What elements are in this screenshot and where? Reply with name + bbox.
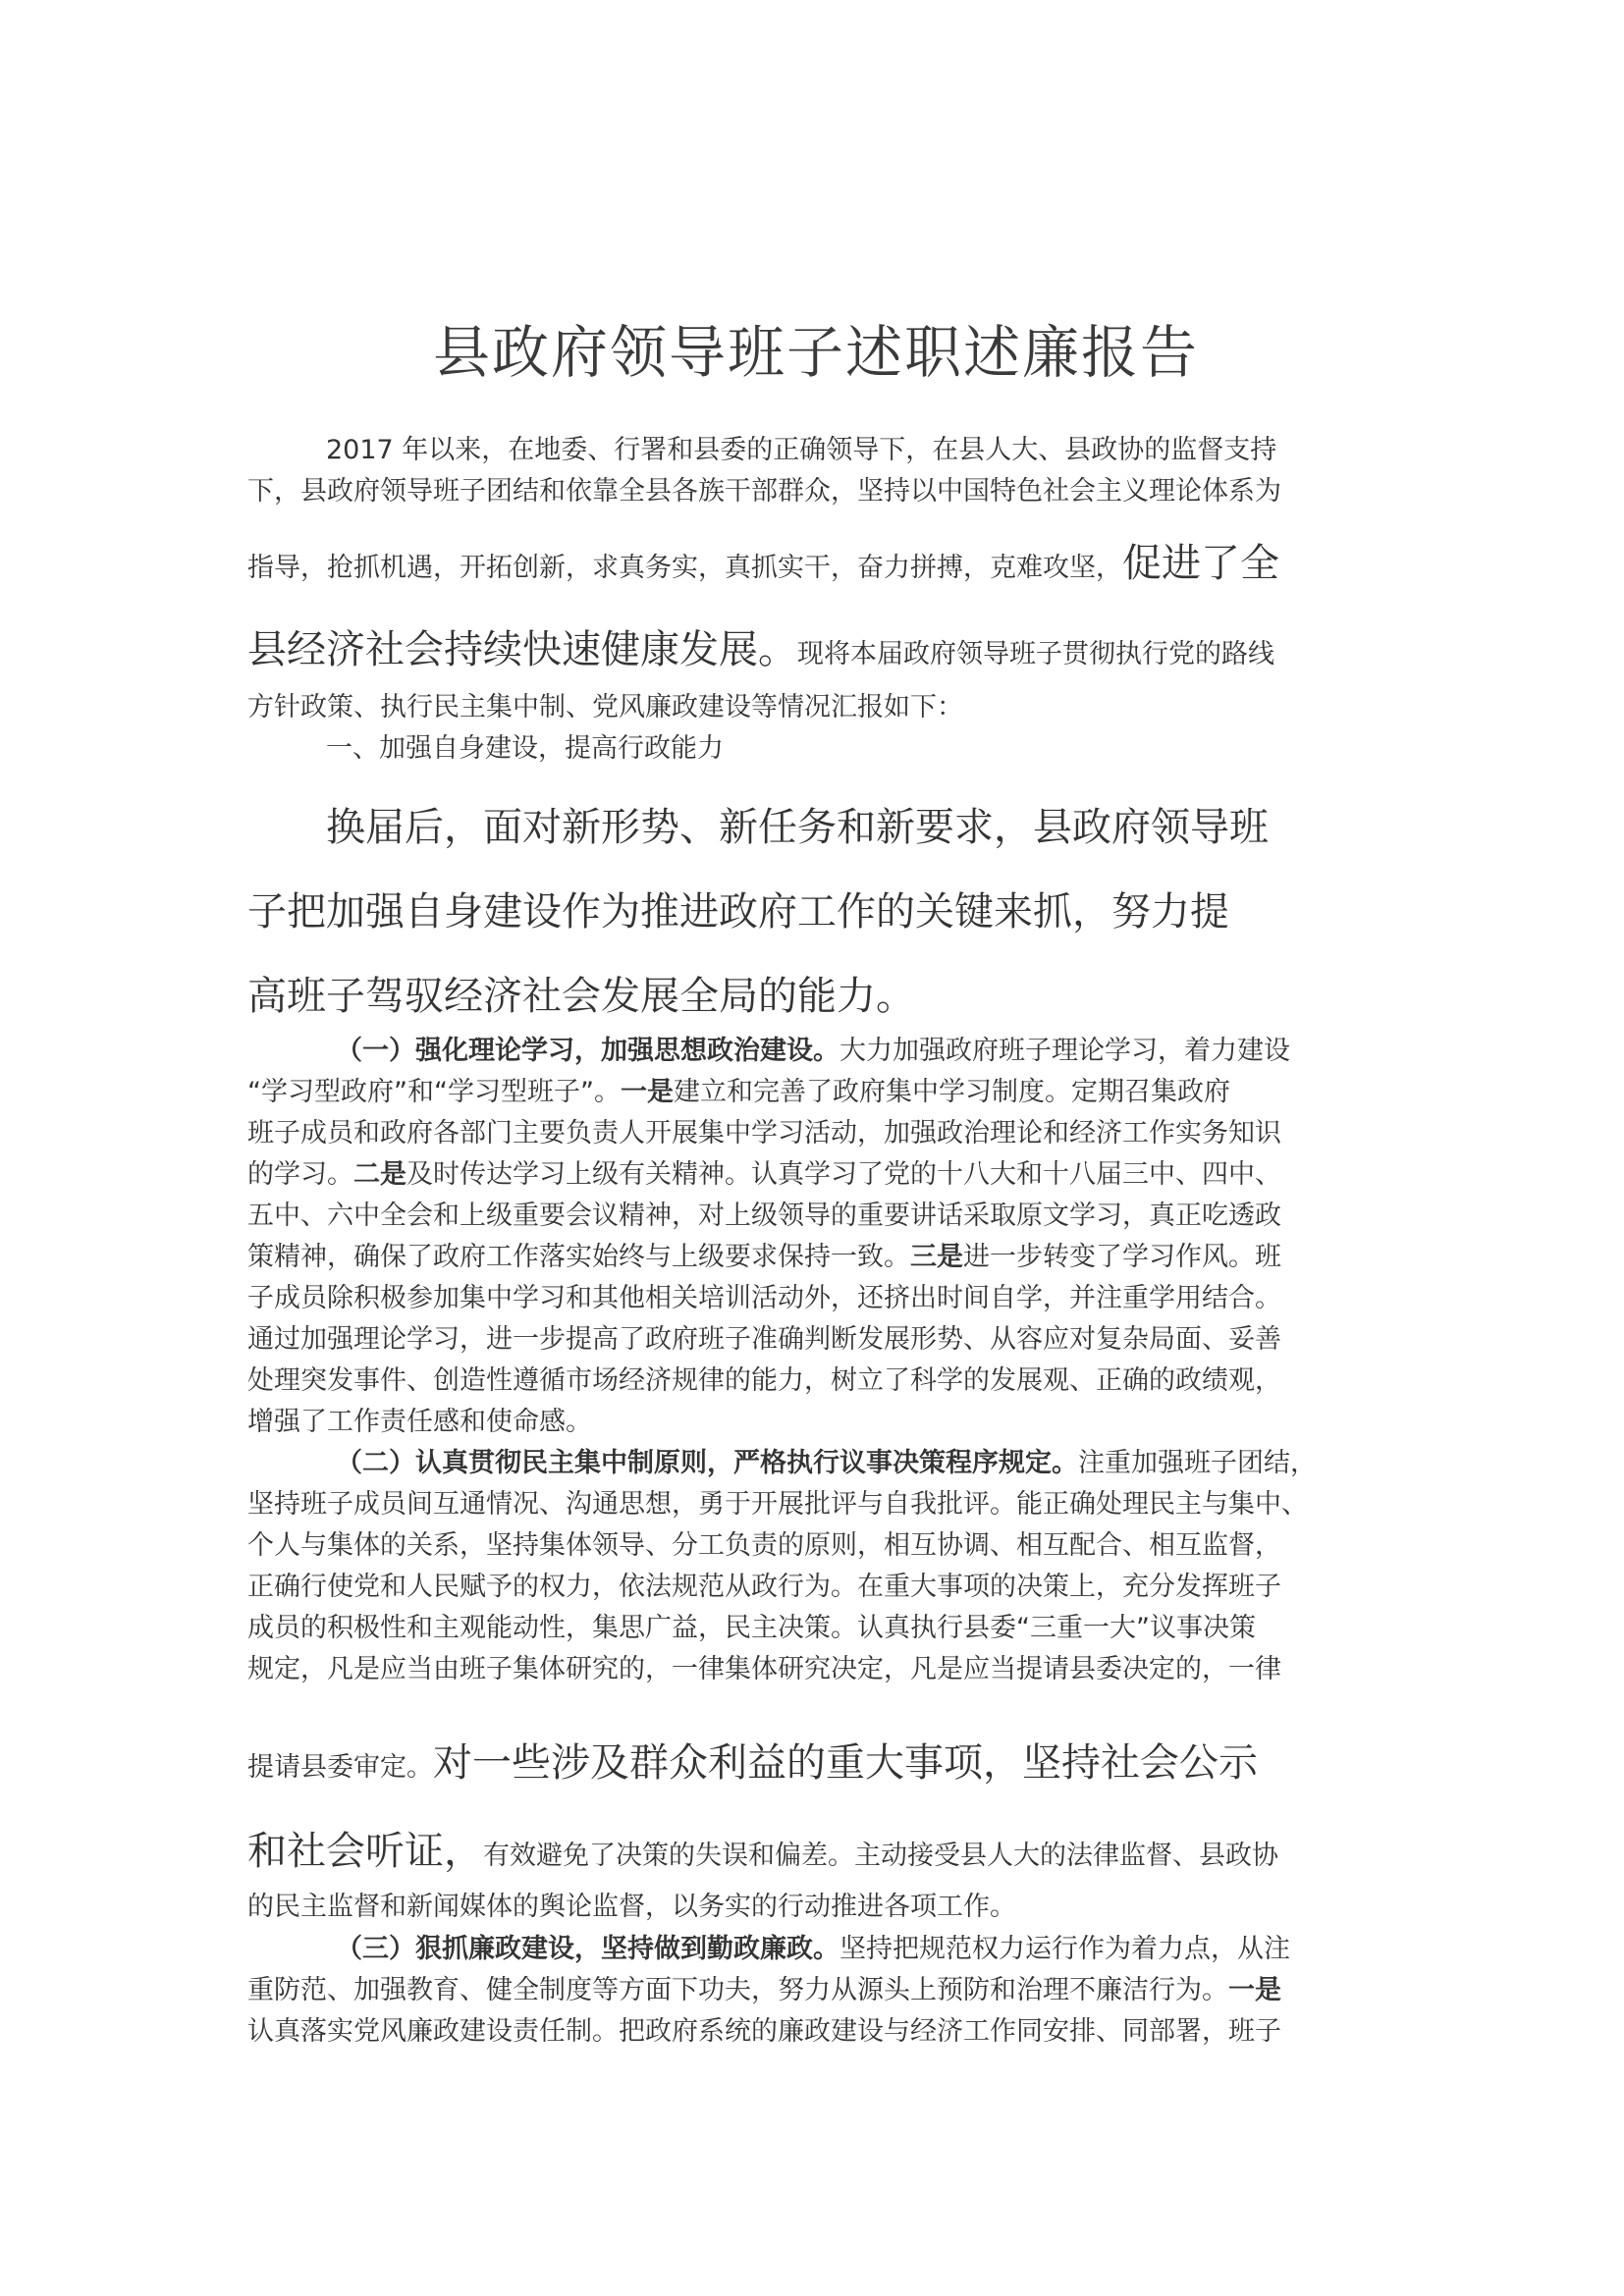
- text: 的学习。: [247, 1159, 353, 1190]
- intro-line-5: 方针政策、执行民主集中制、党风廉政建设等情况汇报如下：: [247, 692, 963, 722]
- section-1-heading: 一、加强自身建设，提高行政能力: [326, 733, 724, 764]
- bold-marker: 一是: [620, 1077, 674, 1107]
- lead-line-3: 高班子驾驭经济社会发展全局的能力。: [247, 974, 915, 1019]
- text-line: 班子成员和政府各部门主要负责人开展集中学习活动，加强政治理论和经济工作实务知识: [247, 1118, 1281, 1148]
- bold-marker: 一是: [1228, 1975, 1281, 2005]
- text: 建立和完善了政府集中学习制度。定期召集政府: [673, 1077, 1230, 1107]
- lead-line-1: 换届后，面对新形势、新任务和新要求，县政府领导班: [326, 805, 1269, 850]
- subsection-3-heading: （三）狠抓廉政建设，坚持做到勤政廉政。: [336, 1934, 839, 1964]
- subsection-2-line-7: [247, 1724, 1384, 1807]
- section-1-lead: [247, 785, 1384, 1039]
- text: 有效避免了决策的失误和偏差。主动接受县人大的法律监督、县政协: [483, 1841, 1278, 1871]
- text-line: 规定，凡是应当由班子集体研究的，一律集体研究决定，凡是应当提请县委决定的，一律: [247, 1654, 1281, 1684]
- intro-emphasis: 促进了全: [1122, 541, 1279, 586]
- intro-line-2: 下，县政府领导班子团结和依靠全县各族干部群众，坚持以中国特色社会主义理论体系为: [247, 476, 1281, 507]
- text: 大力加强政府班子理论学习，着力建设: [839, 1036, 1290, 1066]
- intro-text: 现将本届政府领导班子贯彻执行党的路线: [797, 639, 1274, 669]
- text: 注重加强班子团结，: [1078, 1448, 1317, 1478]
- text-line: 子成员除积极参加集中学习和其他相关培训活动外，还挤出时间自学，并注重学用结合。: [247, 1283, 1281, 1313]
- text-line: 坚持班子成员间互通情况、沟通思想，勇于开展批评与自我批评。能正确处理民主与集中、: [247, 1489, 1308, 1520]
- text-line: 正确行使党和人民赋予的权力，依法规范从政行为。在重大事项的决策上，充分发挥班子: [247, 1572, 1281, 1602]
- subsection-1: [247, 1031, 1384, 1443]
- text: 坚持把规范权力运行作为着力点，从注: [839, 1934, 1290, 1964]
- text-line: 认真落实党风廉政建设责任制。把政府系统的廉政建设与经济工作同安排、同部署，班子: [247, 2016, 1281, 2047]
- bold-marker: 三是: [910, 1242, 963, 1272]
- subsection-2-line-9: 的民主监督和新闻媒体的舆论监督，以务实的行动推进各项工作。: [247, 1892, 1016, 1922]
- subsection-2: [247, 1443, 1384, 1690]
- text: 策精神，确保了政府工作落实始终与上级要求保持一致。: [247, 1242, 910, 1272]
- text-line: 处理突发事件、创造性遵循市场经济规律的能力，树立了科学的发展观、正确的政绩观，: [247, 1365, 1281, 1396]
- subsection-2-line-8: [247, 1812, 1384, 1896]
- bold-marker: 二是: [353, 1159, 406, 1190]
- intro-text: 指导，抢抓机遇，开拓创新，求真务实，真抓实干，奋力拼搏，克难攻坚，: [247, 553, 1122, 583]
- text: “学习型政府”和“学习型班子”。: [247, 1077, 621, 1107]
- intro-line-1: 2017 年以来，在地委、行署和县委的正确领导下，在县人大、县政协的监督支持: [326, 435, 1277, 465]
- text: 及时传达学习上级有关精神。认真学习了党的十八大和十八届三中、四中、: [406, 1159, 1281, 1190]
- emphasis-text: 和社会听证，: [247, 1829, 483, 1874]
- text-line: 个人与集体的关系，坚持集体领导、分工负责的原则，相互协调、相互配合、相互监督，: [247, 1530, 1281, 1561]
- intro-line-3: [247, 530, 1384, 602]
- lead-line-2: 子把加强自身建设作为推进政府工作的关键来抓，努力提: [247, 889, 1229, 934]
- subsection-2-heading: （二）认真贯彻民主集中制原则，严格执行议事决策程序规定。: [336, 1448, 1078, 1478]
- intro-paragraph: [247, 430, 1384, 514]
- subsection-1-heading: （一）强化理论学习，加强思想政治建设。: [336, 1036, 839, 1066]
- text-line: 五中、六中全会和上级重要会议精神，对上级领导的重要讲话采取原文学习，真正吃透政: [247, 1201, 1281, 1231]
- text: 进一步转变了学习作风。班: [963, 1242, 1281, 1272]
- text-line: 通过加强理论学习，进一步提高了政府班子准确判断发展形势、从容应对复杂局面、妥善: [247, 1324, 1281, 1355]
- text-line: 增强了工作责任感和使命感。: [247, 1407, 592, 1437]
- subsection-3: [247, 1929, 1384, 2053]
- text: 提请县委审定。: [247, 1752, 433, 1783]
- text: 重防范、加强教育、健全制度等方面下功夫，努力从源头上预防和治理不廉洁行为。: [247, 1975, 1228, 2005]
- intro-emphasis: 县经济社会持续快速健康发展。: [247, 627, 797, 672]
- document-title: 县政府领导班子述职述廉报告: [432, 319, 1199, 386]
- emphasis-text: 对一些涉及群众利益的重大事项，坚持社会公示: [433, 1740, 1258, 1786]
- text-line: 成员的积极性和主观能动性，集思广益，民主决策。认真执行县委“三重一大”议事决策: [247, 1613, 1256, 1643]
- intro-line-4: [247, 616, 1384, 688]
